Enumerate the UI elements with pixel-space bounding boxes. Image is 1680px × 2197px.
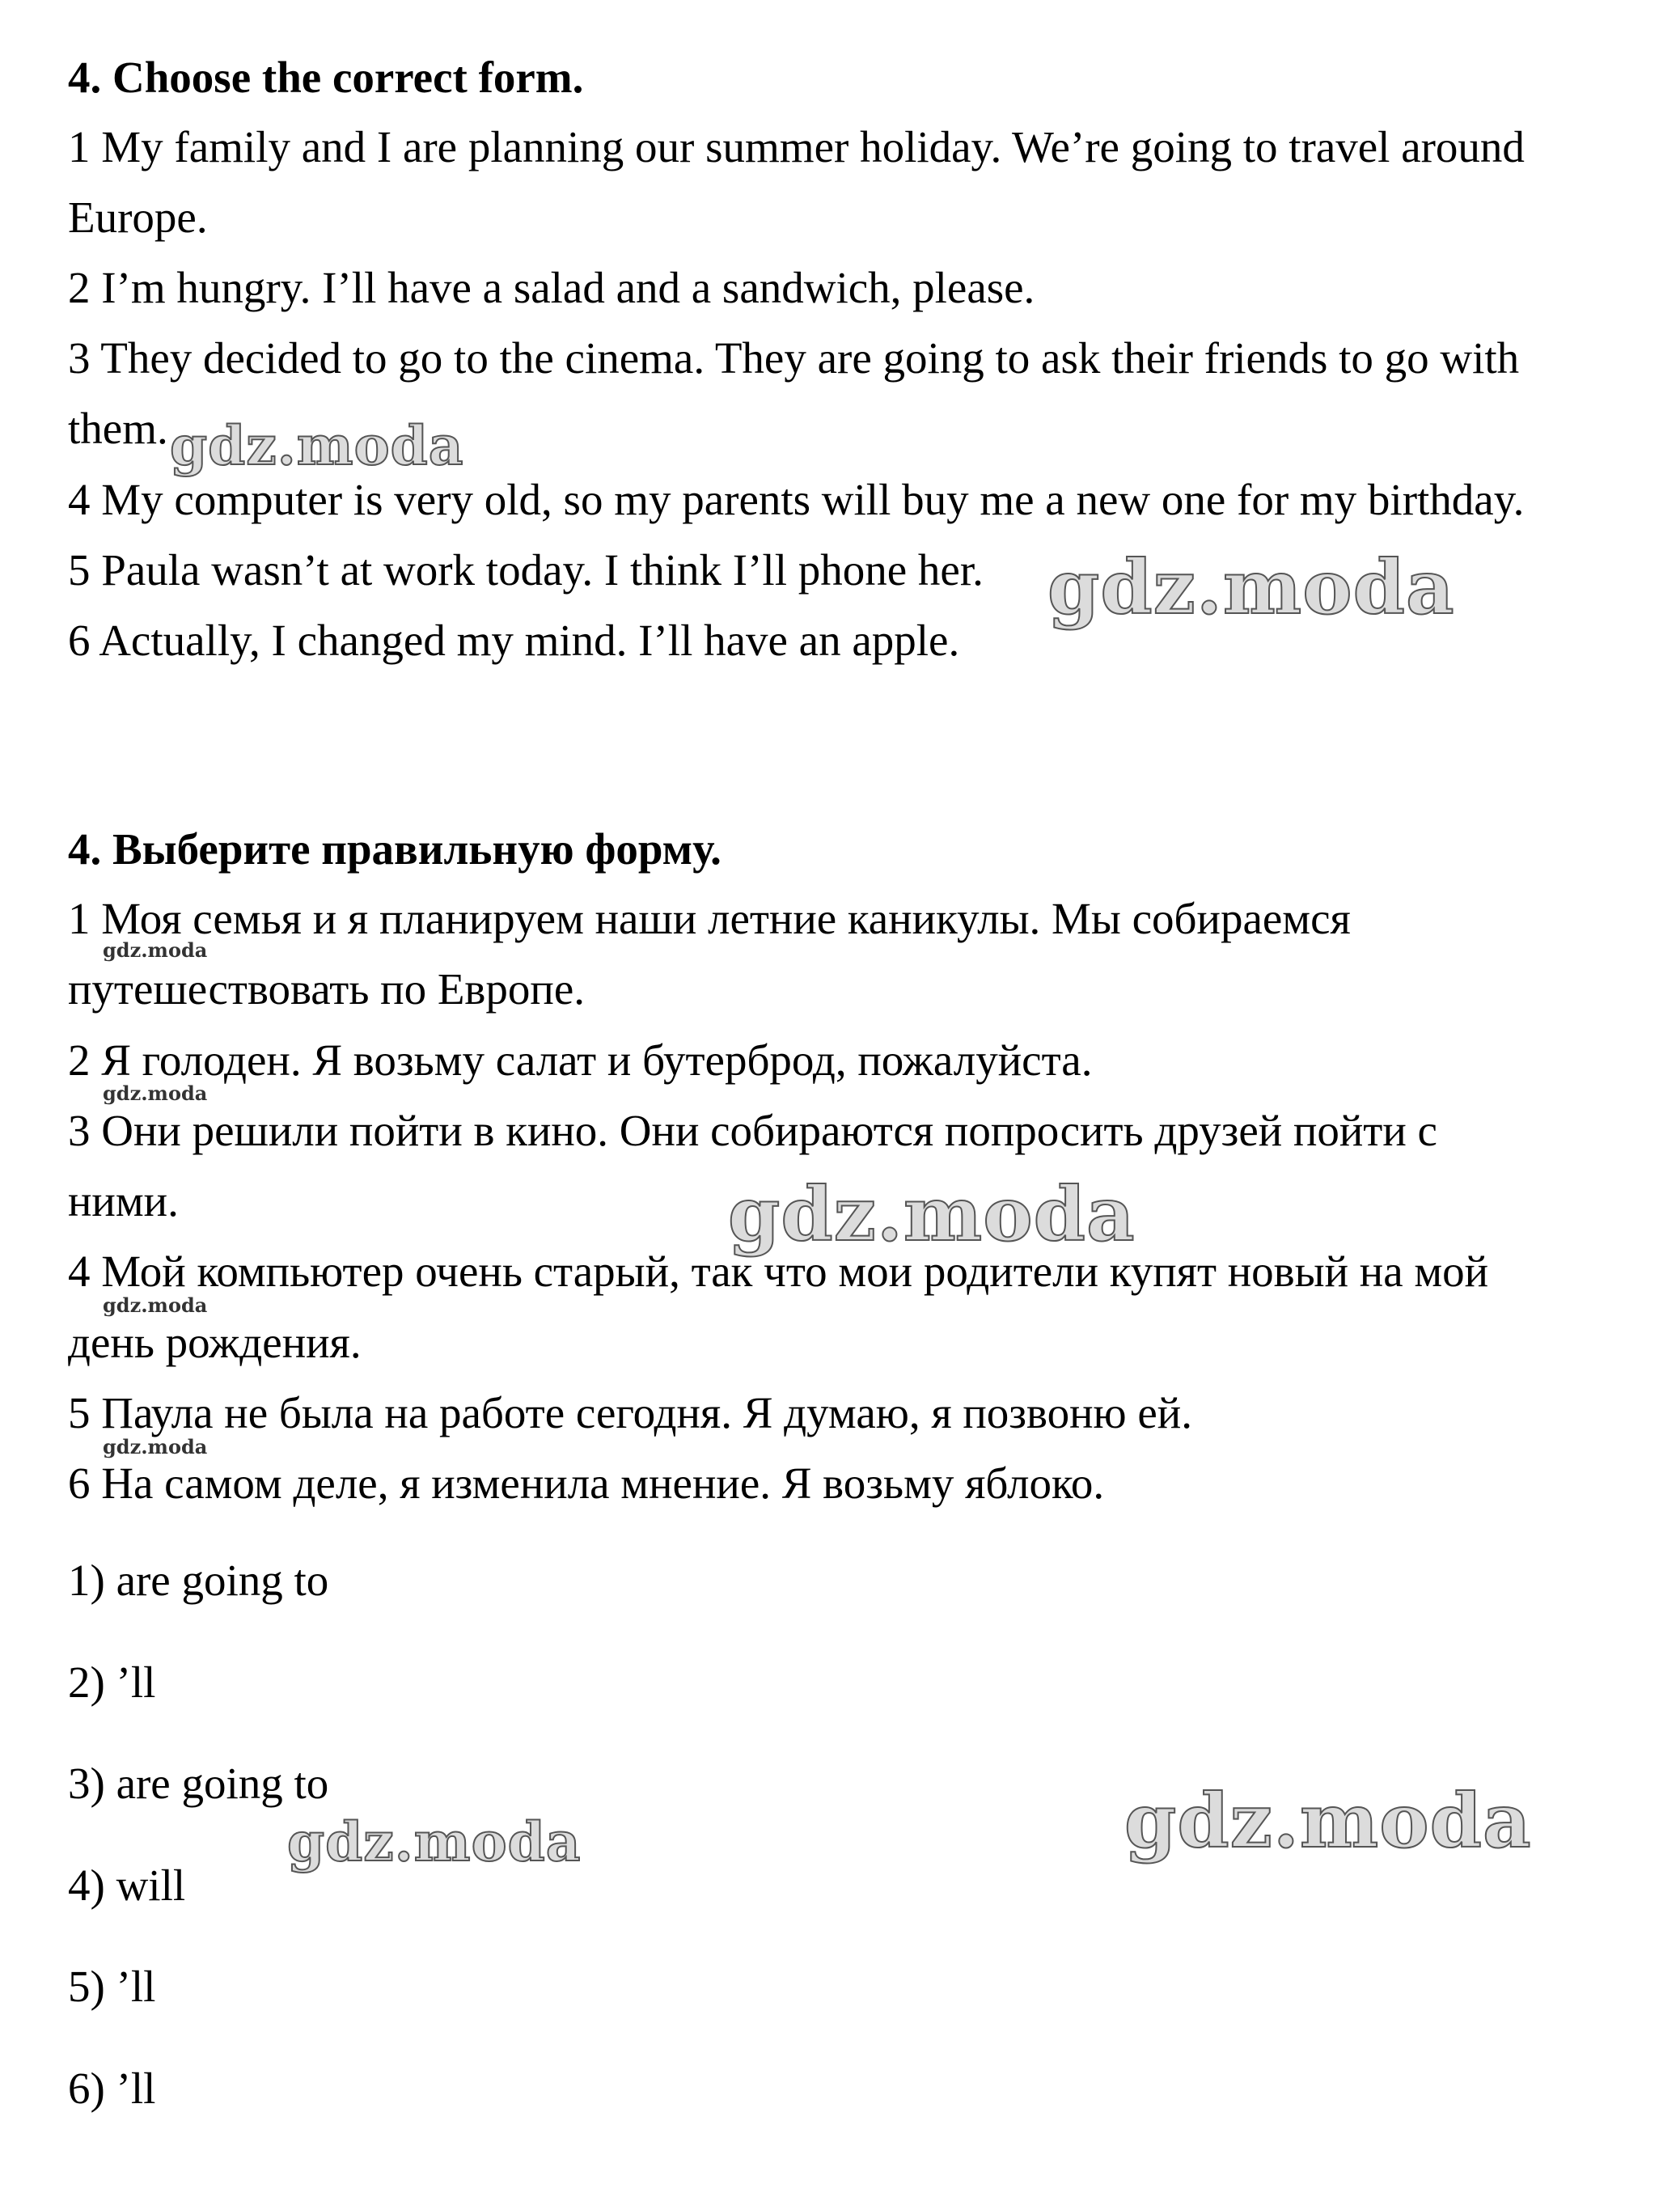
watermark: gdz.moda (287, 1810, 582, 1873)
english-line-5: 5 Paula wasn’t at work today. I think I’ll phone her. (68, 545, 984, 595)
russian-line-4-cont: день рождения. (68, 1318, 362, 1367)
russian-line-6: 6 На самом деле, я изменила мнение. Я возьму яблоко. (68, 1458, 1105, 1508)
watermark: gdz.moda (103, 1293, 208, 1317)
watermark: gdz.moda (103, 1082, 208, 1105)
english-line-1: 1 My family and I are planning our summer holiday. We’re going to travel around (68, 122, 1525, 171)
russian-line-1: 1 Моя семья и я планируем наши летние каникулы. Мы собираемся (68, 894, 1351, 943)
watermark: gdz.moda (728, 1170, 1136, 1258)
answer-4: 4) will (68, 1860, 186, 1910)
english-heading: 4. Choose the correct form. (68, 53, 584, 102)
watermark: gdz.moda (103, 938, 208, 962)
watermark: gdz.moda (170, 414, 464, 477)
answer-2: 2) ’ll (68, 1657, 156, 1707)
english-line-1-cont: Europe. (68, 193, 208, 242)
russian-line-2: 2 Я голоден. Я возьму салат и бутерброд, пожалуйста. (68, 1035, 1093, 1085)
watermark: gdz.moda (1047, 544, 1455, 631)
russian-line-1-cont: путешествовать по Европе. (68, 964, 585, 1014)
watermark: gdz.moda (103, 1435, 208, 1458)
answer-5: 5) ’ll (68, 1962, 156, 2011)
answer-6: 6) ’ll (68, 2064, 156, 2113)
russian-line-4: 4 Мой компьютер очень старый, так что мои родители купят новый на мой (68, 1247, 1489, 1296)
english-line-2: 2 I’m hungry. I’ll have a salad and a sandwich, please. (68, 263, 1035, 312)
english-line-4: 4 My computer is very old, so my parents will buy me a new one for my birthday. (68, 475, 1525, 524)
russian-line-3: 3 Они решили пойти в кино. Они собираются попросить друзей пойти с (68, 1106, 1437, 1155)
russian-line-5: 5 Паула не была на работе сегодня. Я думаю, я позвоню ей. (68, 1388, 1192, 1437)
answer-3: 3) are going to (68, 1759, 329, 1808)
russian-heading: 4. Выберите правильную форму. (68, 824, 722, 874)
watermark: gdz.moda (1124, 1777, 1532, 1865)
english-line-3-cont: them. (68, 404, 168, 453)
english-line-6: 6 Actually, I changed my mind. I’ll have an apple. (68, 616, 960, 665)
russian-line-3-cont: ними. (68, 1176, 179, 1225)
answer-1: 1) are going to (68, 1556, 329, 1605)
english-line-3: 3 They decided to go to the cinema. They are going to ask their friends to go with (68, 333, 1520, 383)
